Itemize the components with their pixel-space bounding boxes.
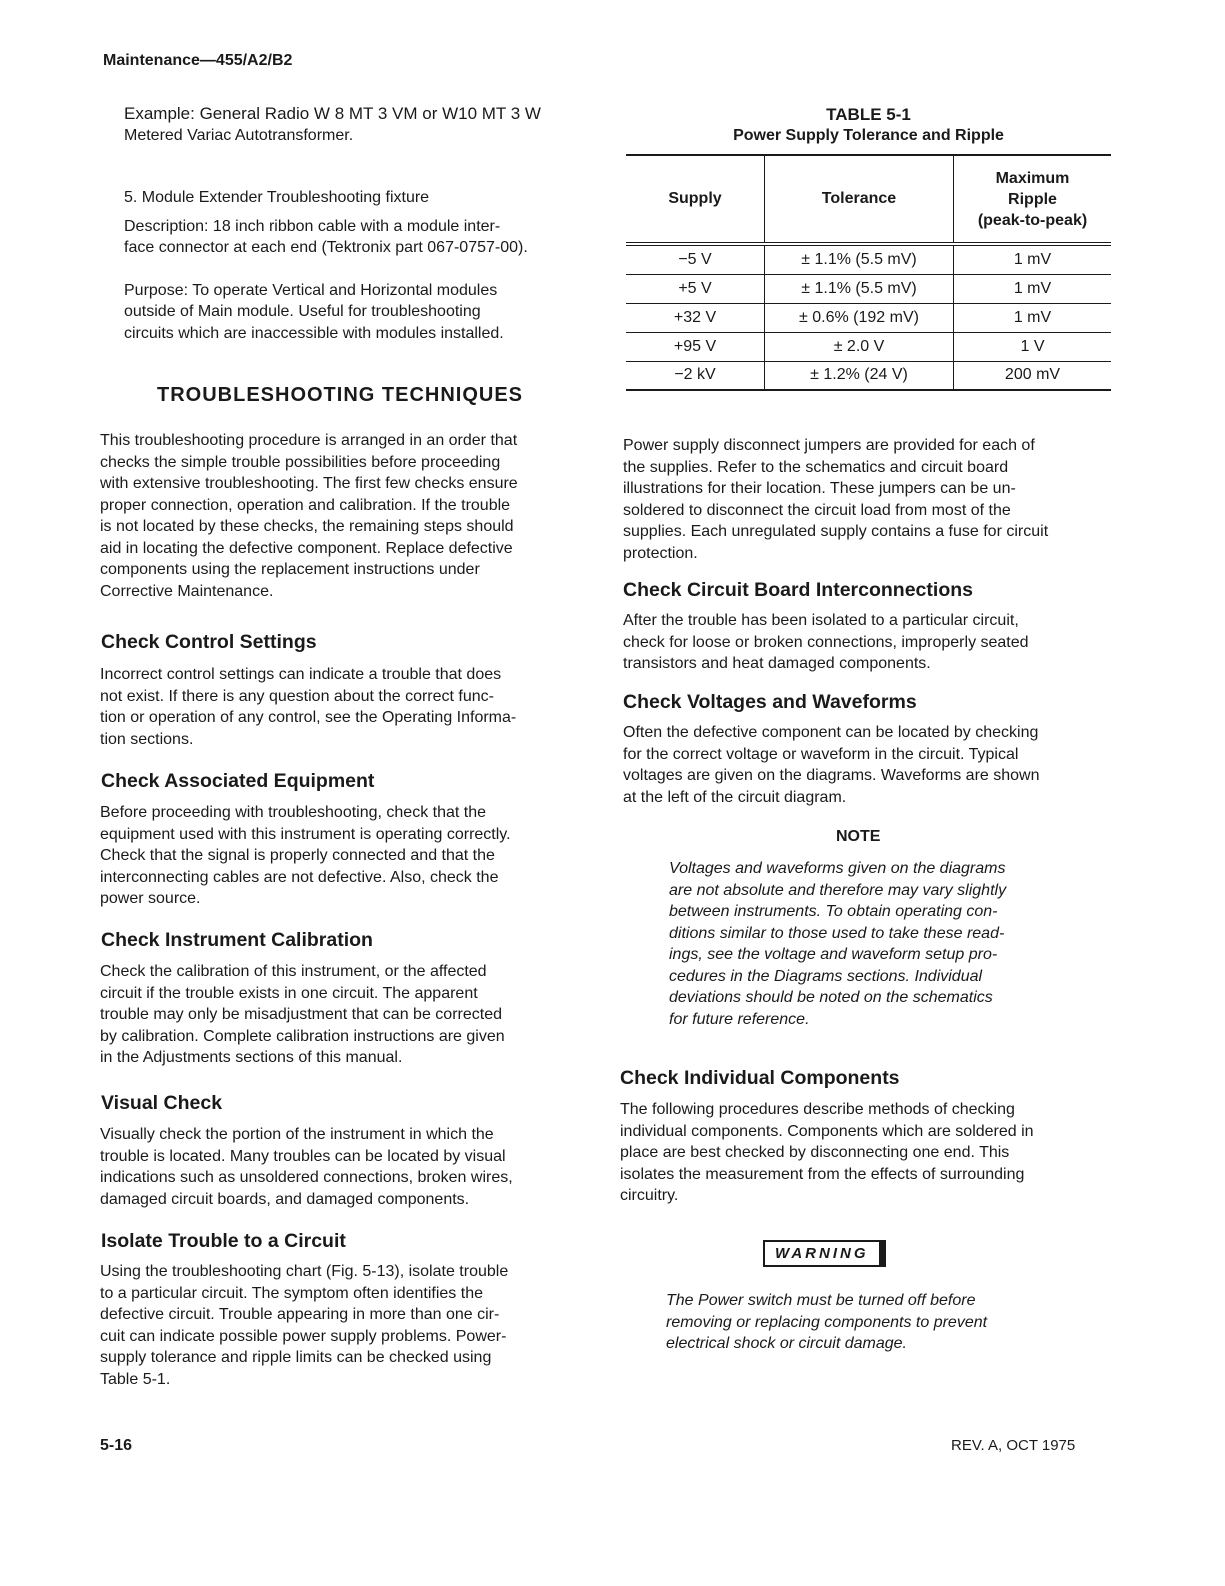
item5-purpose-line: circuits which are inaccessible with modules installed.: [124, 324, 504, 342]
body-line: indications such as unsoldered connections, broken wires,: [100, 1169, 513, 1186]
page-number: 5-16: [100, 1437, 133, 1454]
revision-date: REV. A, OCT 1975: [951, 1437, 1076, 1454]
body-line: equipment used with this instrument is operating correctly.: [100, 825, 511, 843]
table-subtitle: Power Supply Tolerance and Ripple: [733, 127, 1004, 144]
note-paragraph: [669, 858, 1089, 1030]
body-line: tion sections.: [100, 730, 194, 748]
body-line: defective circuit. Trouble appearing in more than one cir-: [100, 1306, 500, 1323]
header-ripple-line: (peak-to-peak): [977, 211, 1088, 229]
cell-tolerance: ± 0.6% (192 mV): [765, 303, 954, 332]
body-line: supply tolerance and ripple limits can be checked using: [100, 1349, 492, 1366]
header-ripple: [954, 156, 1112, 242]
header-tolerance: Tolerance: [765, 156, 954, 242]
body-line: soldered to disconnect the circuit load from most of the: [623, 501, 1011, 519]
body-line: by calibration. Complete calibration instructions are given: [100, 1027, 505, 1045]
interconnections-paragraph: [623, 610, 1111, 675]
cell-ripple: 1 mV: [954, 246, 1112, 274]
item5-purpose-line: Purpose: To operate Vertical and Horizontal modules: [124, 281, 498, 299]
body-line: After the trouble has been isolated to a particular circuit,: [623, 612, 1019, 629]
body-line: protection.: [623, 544, 698, 562]
body-line: not exist. If there is any question about the correct func-: [100, 687, 494, 705]
intro-line: proper connection, operation and calibration. If the trouble: [100, 496, 511, 514]
example-block: [124, 103, 594, 146]
isolate-trouble-heading: Isolate Trouble to a Circuit: [101, 1230, 346, 1252]
body-line: for the correct voltage or waveform in the circuit. Typical: [623, 745, 1019, 763]
body-line: interconnecting cables are not defective. Also, check the: [100, 868, 499, 886]
body-line: supplies. Each unregulated supply contains a fuse for circuit: [623, 523, 1049, 540]
table-title: TABLE 5-1: [826, 105, 911, 124]
note-line: Voltages and waveforms given on the diagrams: [669, 860, 1006, 877]
body-line: trouble is located. Many troubles can be located by visual: [100, 1147, 506, 1165]
interconnections-heading: Check Circuit Board Interconnections: [623, 579, 973, 601]
table-row: [626, 332, 1111, 361]
warning-label: WARNING: [763, 1240, 886, 1267]
intro-line: Corrective Maintenance.: [100, 582, 274, 600]
body-line: in the Adjustments sections of this manual.: [100, 1049, 403, 1066]
body-line: illustrations for their location. These jumpers can be un-: [623, 480, 1016, 497]
associated-equipment-heading: Check Associated Equipment: [101, 770, 375, 792]
cell-tolerance: ± 2.0 V: [765, 332, 954, 361]
cell-supply: −2 kV: [626, 361, 765, 390]
warning-line: The Power switch must be turned off before: [666, 1292, 976, 1309]
cell-ripple: 1 mV: [954, 303, 1112, 332]
note-line: are not absolute and therefore may vary slightly: [669, 881, 1007, 899]
instrument-calibration-paragraph: [100, 961, 582, 1069]
warning-paragraph: [666, 1290, 1086, 1355]
note-line: between instruments. To obtain operating con-: [669, 903, 998, 920]
body-line: check for loose or broken connections, improperly seated: [623, 633, 1029, 651]
body-line: Power supply disconnect jumpers are provided for each of: [623, 437, 1035, 454]
intro-line: This troubleshooting procedure is arranged in an order that: [100, 432, 518, 449]
note-title: NOTE: [836, 828, 881, 845]
cell-supply: +95 V: [626, 332, 765, 361]
section-title: TROUBLESHOOTING TECHNIQUES: [157, 384, 524, 406]
table-caption: [626, 104, 1111, 146]
control-settings-heading: Check Control Settings: [101, 631, 317, 653]
body-line: power source.: [100, 890, 201, 907]
body-line: Check that the signal is properly connected and that the: [100, 847, 495, 864]
control-settings-paragraph: [100, 664, 582, 750]
body-line: isolates the measurement from the effects of surrounding: [620, 1165, 1025, 1183]
warning-badge: [763, 1240, 886, 1267]
note-line: ings, see the voltage and waveform setup pro-: [669, 946, 998, 963]
body-line: Often the defective component can be located by checking: [623, 724, 1039, 741]
table-data: [626, 246, 1111, 391]
cell-supply: +5 V: [626, 274, 765, 303]
cell-tolerance: ± 1.1% (5.5 mV): [765, 274, 954, 303]
table-row: [626, 246, 1111, 274]
cell-ripple: 200 mV: [954, 361, 1112, 390]
body-line: at the left of the circuit diagram.: [623, 788, 847, 806]
body-line: voltages are given on the diagrams. Waveforms are shown: [623, 767, 1040, 784]
intro-paragraph: [100, 430, 582, 602]
intro-line: aid in locating the defective component. Replace defective: [100, 539, 513, 557]
cell-supply: −5 V: [626, 246, 765, 274]
body-line: Using the troubleshooting chart (Fig. 5-13), isolate trouble: [100, 1263, 509, 1280]
intro-line: with extensive troubleshooting. The first few checks ensure: [100, 475, 518, 492]
table-header-row: [626, 156, 1111, 242]
body-line: cuit can indicate possible power supply problems. Power-: [100, 1327, 507, 1345]
item5-description-line: Description: 18 inch ribbon cable with a module inter-: [124, 217, 501, 235]
body-line: transistors and heat damaged components.: [623, 655, 931, 672]
note-line: cedures in the Diagrams sections. Individual: [669, 967, 983, 985]
body-line: place are best checked by disconnecting one end. This: [620, 1144, 1010, 1161]
note-line: deviations should be noted on the schematics: [669, 989, 993, 1006]
item5-purpose-line: outside of Main module. Useful for troubleshooting: [124, 303, 481, 320]
table-body: [626, 156, 1111, 242]
body-line: circuitry.: [620, 1187, 679, 1204]
item5-title: 5. Module Extender Troubleshooting fixture: [124, 189, 430, 206]
isolate-trouble-paragraph: [100, 1261, 582, 1390]
warning-line: removing or replacing components to prevent: [666, 1313, 988, 1331]
visual-check-heading: Visual Check: [101, 1092, 223, 1114]
body-line: Before proceeding with troubleshooting, check that the: [100, 804, 487, 821]
body-line: circuit if the trouble exists in one circuit. The apparent: [100, 984, 478, 1002]
intro-line: checks the simple trouble possibilities before proceeding: [100, 453, 501, 471]
note-line: ditions similar to those used to take these read-: [669, 924, 1005, 942]
voltages-paragraph: [623, 722, 1111, 808]
body-line: Check the calibration of this instrument, or the affected: [100, 963, 487, 980]
jumpers-paragraph: [623, 435, 1111, 564]
table-row: [626, 303, 1111, 332]
table-row: [626, 274, 1111, 303]
body-line: trouble may only be misadjustment that can be corrected: [100, 1006, 502, 1023]
running-header: Maintenance—455/A2/B2: [103, 52, 293, 69]
body-line: individual components. Components which are soldered in: [620, 1122, 1034, 1140]
body-line: damaged circuit boards, and damaged components.: [100, 1190, 470, 1208]
visual-check-paragraph: [100, 1124, 582, 1210]
body-line: Incorrect control settings can indicate a trouble that does: [100, 666, 502, 683]
item5-description-line: face connector at each end (Tektronix part 067-0757-00).: [124, 239, 528, 256]
note-line: for future reference.: [669, 1010, 810, 1028]
example-line: Example: General Radio W 8 MT 3 VM or W10 MT 3 W: [124, 104, 541, 123]
cell-supply: +32 V: [626, 303, 765, 332]
header-ripple-line: Ripple: [1008, 190, 1057, 208]
individual-components-paragraph: [620, 1099, 1108, 1207]
body-line: Visually check the portion of the instrument in which the: [100, 1126, 494, 1143]
intro-line: components using the replacement instructions under: [100, 561, 480, 578]
warning-line: electrical shock or circuit damage.: [666, 1335, 907, 1352]
associated-equipment-paragraph: [100, 802, 582, 910]
voltages-heading: Check Voltages and Waveforms: [623, 691, 917, 713]
individual-components-heading: Check Individual Components: [620, 1067, 900, 1089]
instrument-calibration-heading: Check Instrument Calibration: [101, 929, 373, 951]
cell-tolerance: ± 1.2% (24 V): [765, 361, 954, 390]
intro-line: is not located by these checks, the remaining steps should: [100, 518, 514, 535]
header-ripple-line: Maximum: [995, 169, 1070, 187]
cell-ripple: 1 mV: [954, 274, 1112, 303]
body-line: The following procedures describe methods of checking: [620, 1101, 1015, 1118]
cell-ripple: 1 V: [954, 332, 1112, 361]
cell-tolerance: ± 1.1% (5.5 mV): [765, 246, 954, 274]
body-line: to a particular circuit. The symptom often identifies the: [100, 1284, 483, 1302]
power-supply-table: [626, 154, 1111, 391]
body-line: tion or operation of any control, see the Operating Informa-: [100, 709, 517, 726]
table-row: [626, 361, 1111, 390]
body-line: the supplies. Refer to the schematics and circuit board: [623, 458, 1009, 476]
item5-block: [124, 187, 594, 344]
header-supply: Supply: [626, 156, 765, 242]
body-line: Table 5-1.: [100, 1370, 171, 1388]
example-line: Metered Variac Autotransformer.: [124, 126, 354, 144]
